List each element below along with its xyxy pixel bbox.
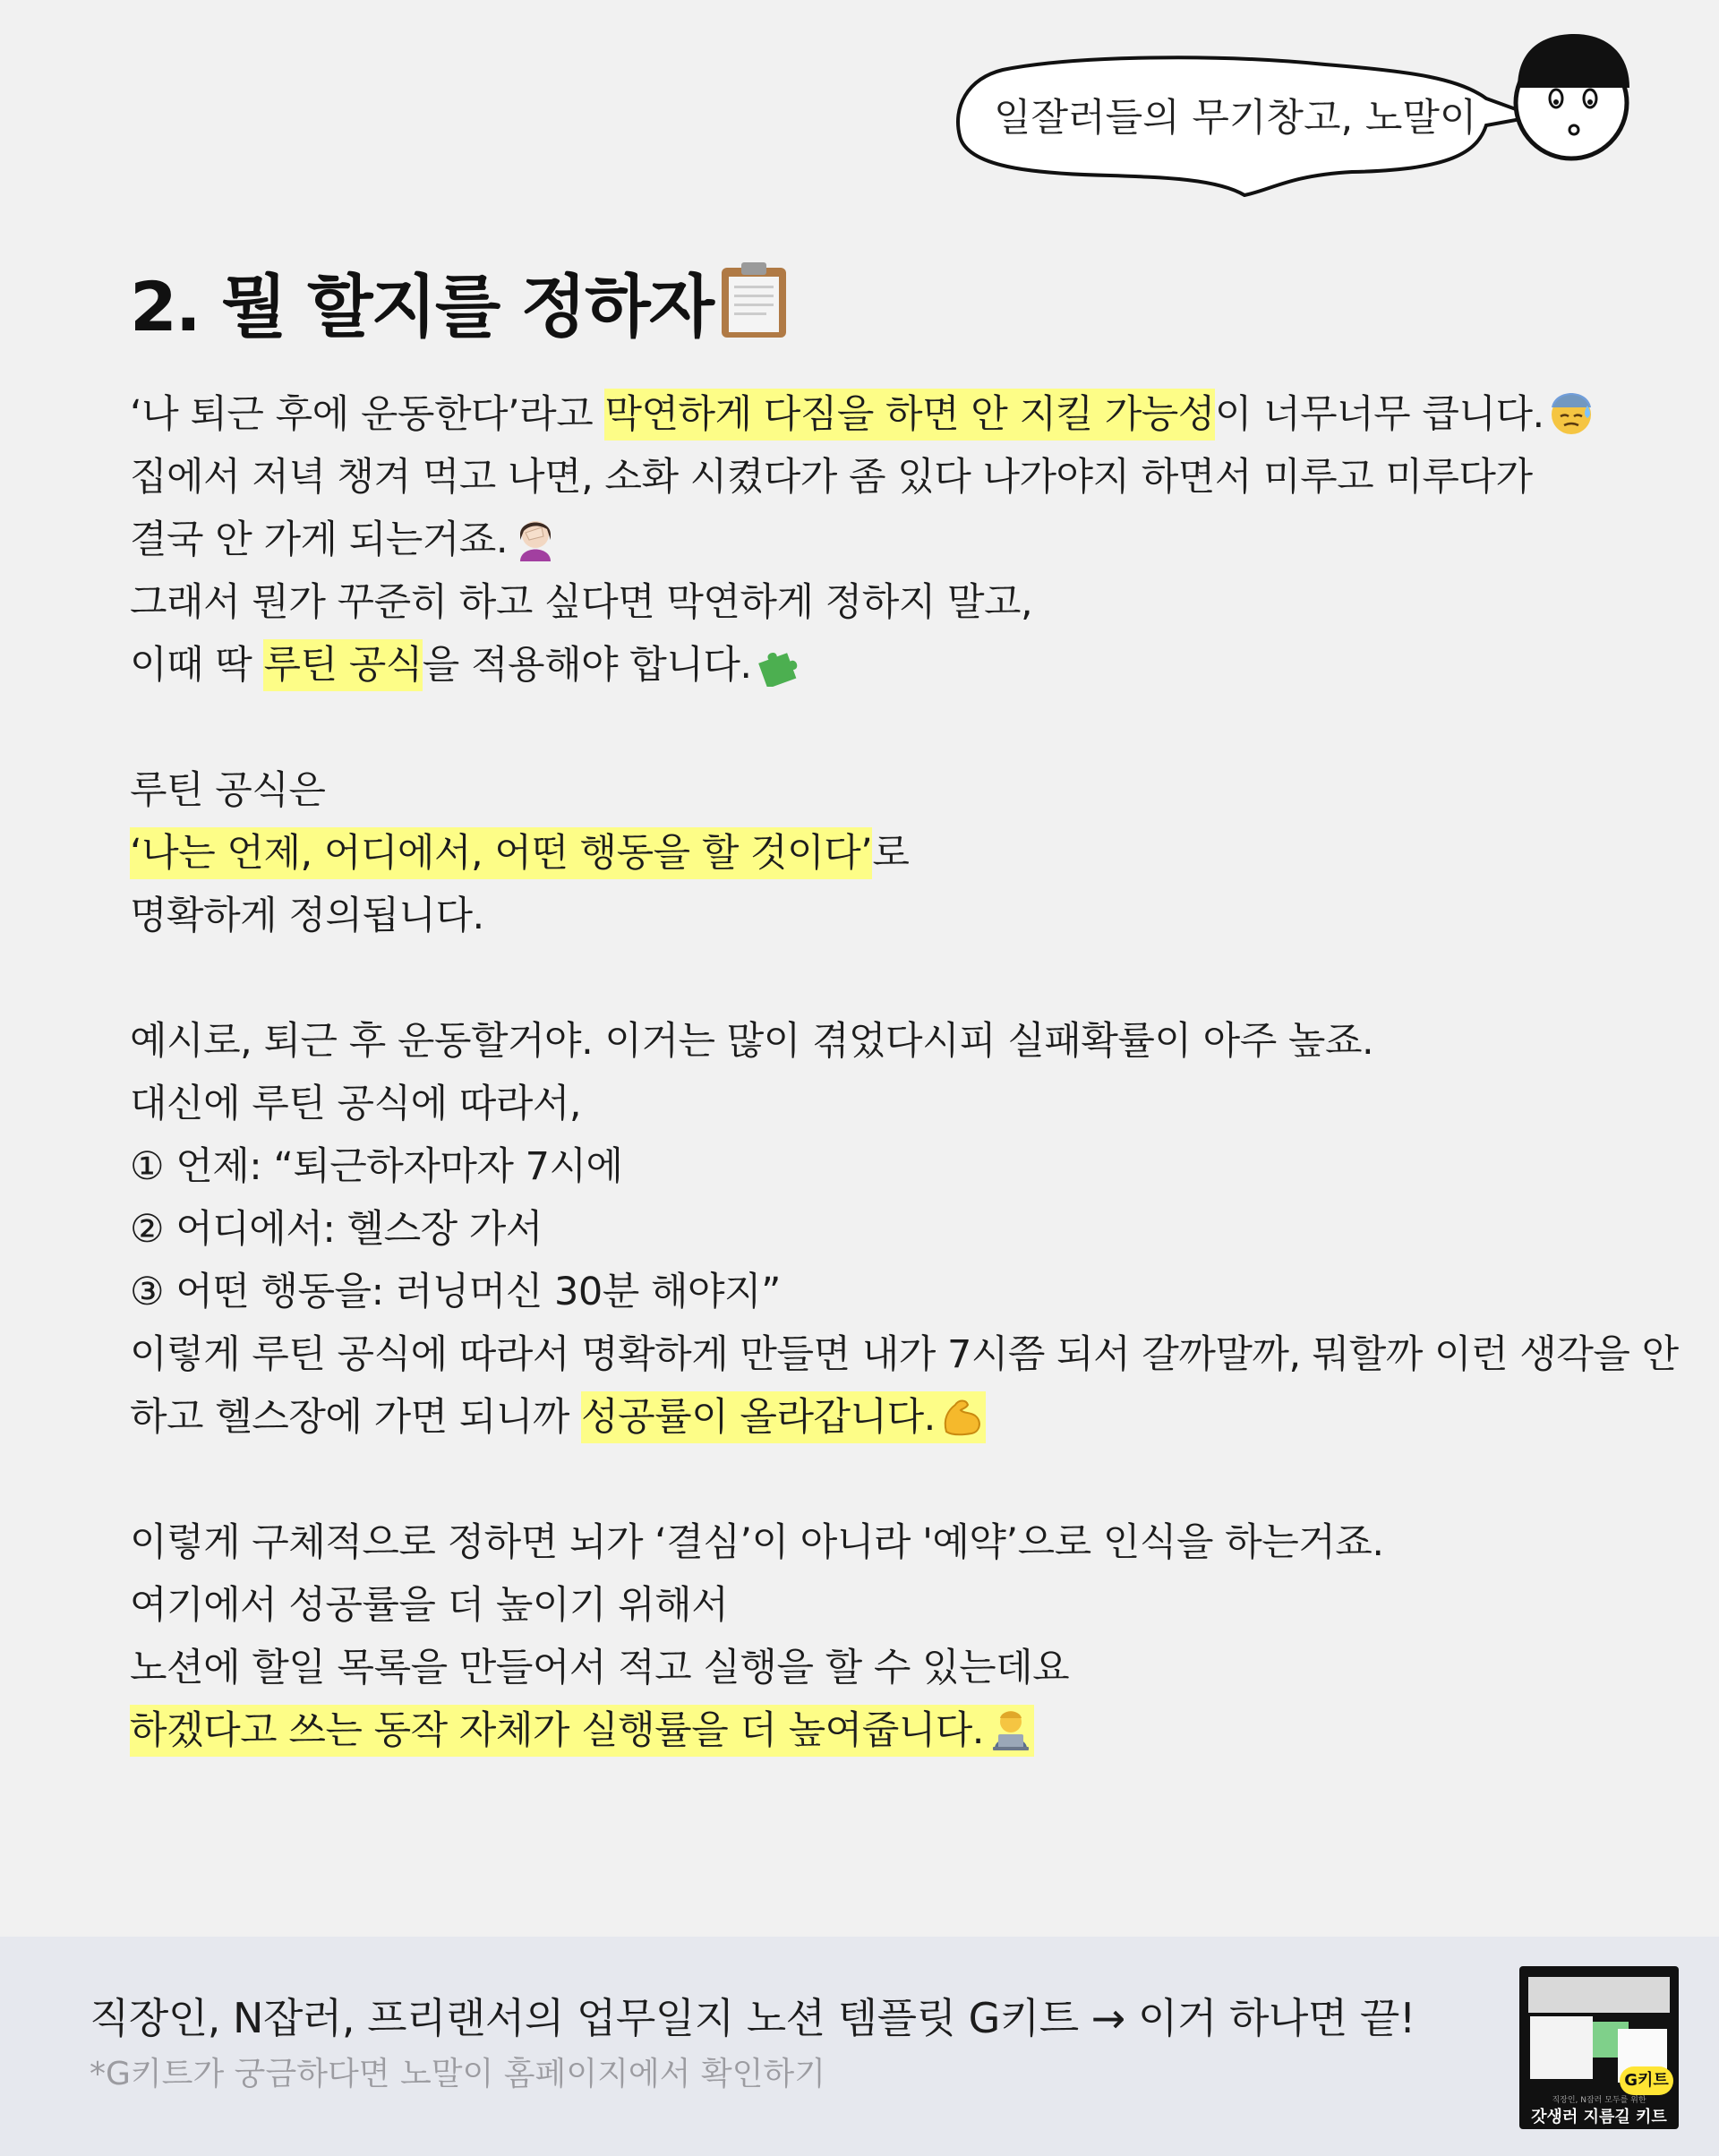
text-line: ① 언제: “퇴근하자마자 7시에 [130, 1144, 623, 1189]
puzzle-icon [756, 638, 804, 687]
text-line [130, 1699, 1616, 1762]
gkit-screen-image [1530, 2016, 1593, 2079]
text-line: 예시로, 퇴근 후 운동할거야. 이거는 많이 겪었다시피 실패확률이 아주 높죠. [130, 1019, 1374, 1064]
highlight: 성공률이 올라갑니다. [581, 1391, 986, 1443]
text-line: 여기에서 성공률을 더 높이기 위해서 [130, 1583, 729, 1628]
text-line: 그래서 뭔가 꾸준히 하고 싶다면 막연하게 정하지 말고, [130, 580, 1033, 625]
text-line: 이때 딱 루틴 공식을 적용해야 합니다. [130, 634, 1616, 697]
text-line: ② 어디에서: 헬스장 가서 [130, 1207, 543, 1252]
facepalm-icon [511, 513, 560, 561]
highlight: 막연하게 다짐을 하면 안 지킬 가능성 [604, 389, 1214, 441]
laptop-person-icon [988, 1706, 1034, 1752]
text-line: 대신에 루틴 공식에 따라서, [130, 1082, 582, 1126]
text-line: ‘나 퇴근 후에 운동한다’라고 막연하게 다짐을 하면 안 지킬 가능성이 너무너무 큽니다. [130, 383, 1616, 446]
text-line: 집에서 저녁 챙겨 먹고 나면, 소화 시켰다가 좀 있다 나가야지 하면서 미루고 미루다가 [130, 455, 1533, 500]
gkit-badge: G키트 [1620, 2066, 1673, 2095]
text-line: 루틴 공식은 [130, 768, 326, 813]
text-line: 결국 안 가게 되는거죠. [130, 509, 1616, 571]
muscle-icon [939, 1392, 986, 1439]
gkit-screen-image [1528, 1977, 1670, 2013]
mascot-icon [1504, 27, 1638, 170]
highlight: 하겠다고 쓰는 동작 자체가 실행률을 더 높여줍니다. [130, 1705, 1034, 1757]
text-line: 이렇게 루틴 공식에 따라서 명확하게 만들면 내가 7시쯤 되서 갈까말까, 뭐할까 이런 생각을 안 [130, 1332, 1679, 1377]
gkit-thumbnail[interactable] [1519, 1966, 1679, 2129]
gkit-subtitle: 직장인, N잡러 모두를 위한 [1552, 2096, 1646, 2105]
section-title [130, 252, 790, 350]
text-line: 노션에 할일 목록을 만들어서 적고 실행을 할 수 있는데요 [130, 1646, 1070, 1690]
text-line: 이렇게 구체적으로 정하면 뇌가 ‘결심’이 아니라 '예약’으로 인식을 하는거죠. [130, 1520, 1384, 1565]
footer-note: *G키트가 궁금하다면 노말이 홈페이지에서 확인하기 [90, 2056, 825, 2092]
text-line: ③ 어떤 행동을: 러닝머신 30분 해야지” [130, 1270, 781, 1314]
highlight: 루틴 공식 [263, 639, 422, 691]
text-line: 하고 헬스장에 가면 되니까 성공률이 올라갑니다. [130, 1386, 1616, 1449]
section-title-text: 2. 뭘 할지를 정하자 [130, 267, 714, 346]
clipboard-icon [718, 261, 790, 339]
text-line: 명확하게 정의됩니다. [130, 894, 484, 938]
body-text [130, 383, 1679, 1762]
footer-banner [0, 1937, 1719, 2156]
speech-bubble-text: 일잘러들의 무기창고, 노말이 [994, 96, 1477, 141]
gkit-title: 갓생러 지름길 키트 [1531, 2108, 1667, 2126]
text-line: ‘나는 언제, 어디에서, 어떤 행동을 할 것이다’로 [130, 822, 1616, 885]
footer-headline[interactable]: 직장인, N잡러, 프리랜서의 업무일지 노션 템플릿 G키트 → 이거 하나면 끝! [90, 1994, 1415, 2042]
highlight: ‘나는 언제, 어디에서, 어떤 행동을 할 것이다’ [130, 827, 872, 879]
sweat-face-icon [1548, 389, 1595, 436]
